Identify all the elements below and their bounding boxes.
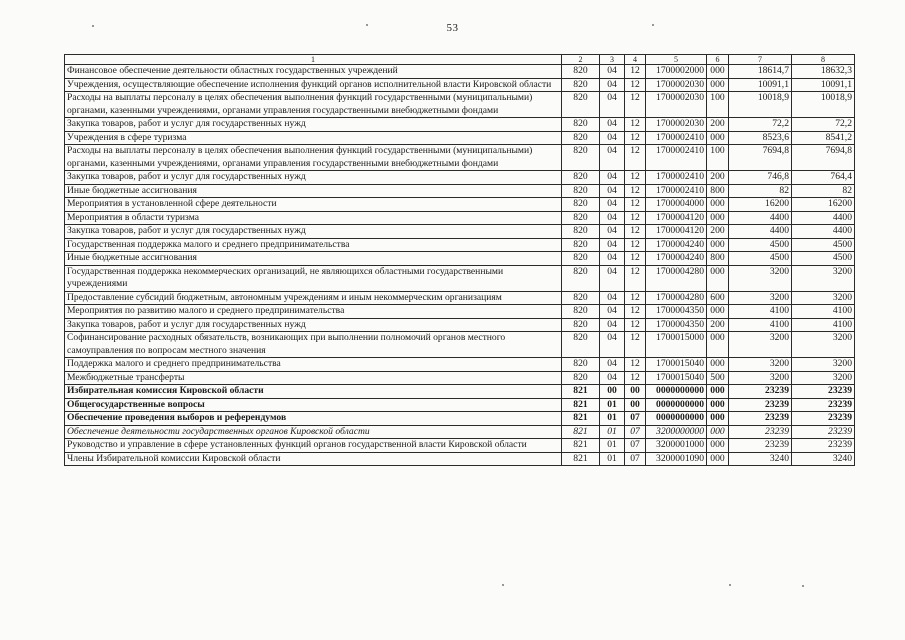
target-article-code: 3200001000 <box>646 439 707 453</box>
amount-year-1: 3200 <box>729 371 792 385</box>
ministry-code: 820 <box>562 252 600 266</box>
amount-year-1: 4400 <box>729 225 792 239</box>
expense-type-code: 000 <box>707 131 729 145</box>
subsection-code: 07 <box>625 439 646 453</box>
amount-year-2: 3200 <box>792 291 855 305</box>
expense-type-code: 000 <box>707 425 729 439</box>
amount-year-2: 764,4 <box>792 171 855 185</box>
amount-year-1: 746,8 <box>729 171 792 185</box>
table-body <box>65 55 855 466</box>
ministry-code: 820 <box>562 225 600 239</box>
table-row <box>65 78 855 92</box>
target-article-code: 1700002410 <box>646 145 707 171</box>
item-name: Обеспечение проведения выборов и референдумов <box>65 412 562 426</box>
amount-year-1: 23239 <box>729 439 792 453</box>
amount-year-1: 3200 <box>729 332 792 358</box>
table-row <box>65 198 855 212</box>
scan-speck <box>652 24 654 26</box>
item-name: Иные бюджетные ассигнования <box>65 184 562 198</box>
subsection-code: 12 <box>625 78 646 92</box>
ministry-code: 820 <box>562 238 600 252</box>
column-number: 2 <box>562 55 600 65</box>
subsection-code: 12 <box>625 145 646 171</box>
target-article-code: 1700002410 <box>646 184 707 198</box>
amount-year-2: 23239 <box>792 439 855 453</box>
expense-type-code: 500 <box>707 371 729 385</box>
subsection-code: 07 <box>625 412 646 426</box>
table-row <box>65 131 855 145</box>
target-article-code: 1700004120 <box>646 225 707 239</box>
amount-year-2: 4500 <box>792 252 855 266</box>
expense-type-code: 800 <box>707 184 729 198</box>
ministry-code: 821 <box>562 412 600 426</box>
section-code: 04 <box>600 265 625 291</box>
table-row <box>65 211 855 225</box>
subsection-code: 12 <box>625 291 646 305</box>
amount-year-1: 4500 <box>729 252 792 266</box>
table-row <box>65 305 855 319</box>
ministry-code: 820 <box>562 211 600 225</box>
item-name: Государственная поддержка некоммерческих организаций, не являющихся областными государственными учреждениями <box>65 265 562 291</box>
ministry-code: 821 <box>562 385 600 399</box>
section-code: 04 <box>600 332 625 358</box>
item-name: Государственная поддержка малого и среднего предпринимательства <box>65 238 562 252</box>
item-name: Руководство и управление в сфере установленных функций органов государственной власти Кировской области <box>65 439 562 453</box>
item-name: Общегосударственные вопросы <box>65 398 562 412</box>
ministry-code: 820 <box>562 318 600 332</box>
item-name: Учреждения в сфере туризма <box>65 131 562 145</box>
expense-type-code: 000 <box>707 385 729 399</box>
table-row <box>65 452 855 466</box>
column-number: 1 <box>65 55 562 65</box>
section-code: 04 <box>600 131 625 145</box>
amount-year-2: 16200 <box>792 198 855 212</box>
amount-year-1: 10018,9 <box>729 92 792 118</box>
section-code: 04 <box>600 291 625 305</box>
table-row <box>65 171 855 185</box>
table-row <box>65 145 855 171</box>
column-number-row <box>65 55 855 65</box>
target-article-code: 1700004280 <box>646 291 707 305</box>
item-name: Избирательная комиссия Кировской области <box>65 385 562 399</box>
amount-year-1: 72,2 <box>729 118 792 132</box>
item-name: Члены Избирательной комиссии Кировской области <box>65 452 562 466</box>
amount-year-2: 4100 <box>792 318 855 332</box>
subsection-code: 07 <box>625 452 646 466</box>
table-row <box>65 184 855 198</box>
table-row <box>65 332 855 358</box>
target-article-code: 1700002030 <box>646 78 707 92</box>
scan-speck <box>502 584 504 586</box>
item-name: Предоставление субсидий бюджетным, автономным учреждениям и иным некоммерческим организациям <box>65 291 562 305</box>
column-number: 7 <box>729 55 792 65</box>
table-row <box>65 385 855 399</box>
amount-year-2: 4400 <box>792 225 855 239</box>
table-row <box>65 92 855 118</box>
expense-type-code: 200 <box>707 318 729 332</box>
amount-year-2: 10018,9 <box>792 92 855 118</box>
ministry-code: 821 <box>562 398 600 412</box>
ministry-code: 820 <box>562 65 600 79</box>
subsection-code: 12 <box>625 332 646 358</box>
expense-type-code: 000 <box>707 211 729 225</box>
section-code: 00 <box>600 385 625 399</box>
amount-year-2: 72,2 <box>792 118 855 132</box>
subsection-code: 12 <box>625 198 646 212</box>
subsection-code: 12 <box>625 238 646 252</box>
amount-year-2: 4400 <box>792 211 855 225</box>
expense-type-code: 000 <box>707 65 729 79</box>
section-code: 04 <box>600 65 625 79</box>
amount-year-2: 3200 <box>792 371 855 385</box>
table-row <box>65 225 855 239</box>
item-name: Межбюджетные трансферты <box>65 371 562 385</box>
target-article-code: 1700004280 <box>646 265 707 291</box>
target-article-code: 3200001090 <box>646 452 707 466</box>
table-row <box>65 65 855 79</box>
scan-speck <box>729 584 731 586</box>
ministry-code: 821 <box>562 425 600 439</box>
ministry-code: 821 <box>562 439 600 453</box>
ministry-code: 820 <box>562 198 600 212</box>
amount-year-1: 3240 <box>729 452 792 466</box>
target-article-code: 0000000000 <box>646 398 707 412</box>
budget-table <box>64 54 855 466</box>
table-row <box>65 252 855 266</box>
ministry-code: 820 <box>562 78 600 92</box>
subsection-code: 00 <box>625 385 646 399</box>
expense-type-code: 800 <box>707 252 729 266</box>
target-article-code: 1700015040 <box>646 358 707 372</box>
table-row <box>65 371 855 385</box>
section-code: 04 <box>600 252 625 266</box>
target-article-code: 1700002410 <box>646 171 707 185</box>
amount-year-1: 4100 <box>729 318 792 332</box>
section-code: 04 <box>600 211 625 225</box>
amount-year-1: 7694,8 <box>729 145 792 171</box>
item-name: Поддержка малого и среднего предпринимательства <box>65 358 562 372</box>
table-row <box>65 439 855 453</box>
item-name: Расходы на выплаты персоналу в целях обеспечения выполнения функций государственными (муниципальными) органами, казенными учреждениями, органами управления государственными внебюджетными фондами <box>65 92 562 118</box>
subsection-code: 12 <box>625 305 646 319</box>
ministry-code: 820 <box>562 371 600 385</box>
amount-year-1: 16200 <box>729 198 792 212</box>
section-code: 01 <box>600 412 625 426</box>
ministry-code: 820 <box>562 171 600 185</box>
expense-type-code: 100 <box>707 145 729 171</box>
expense-type-code: 000 <box>707 439 729 453</box>
subsection-code: 12 <box>625 131 646 145</box>
amount-year-2: 8541,2 <box>792 131 855 145</box>
ministry-code: 820 <box>562 291 600 305</box>
amount-year-1: 8523,6 <box>729 131 792 145</box>
page-number: 53 <box>446 22 459 34</box>
ministry-code: 821 <box>562 452 600 466</box>
subsection-code: 12 <box>625 118 646 132</box>
subsection-code: 12 <box>625 92 646 118</box>
subsection-code: 12 <box>625 211 646 225</box>
expense-type-code: 000 <box>707 265 729 291</box>
ministry-code: 820 <box>562 184 600 198</box>
table-row <box>65 358 855 372</box>
section-code: 04 <box>600 371 625 385</box>
table-row <box>65 265 855 291</box>
scan-speck <box>92 25 94 27</box>
subsection-code: 07 <box>625 425 646 439</box>
item-name: Финансовое обеспечение деятельности областных государственных учреждений <box>65 65 562 79</box>
subsection-code: 12 <box>625 65 646 79</box>
target-article-code: 1700015040 <box>646 371 707 385</box>
amount-year-2: 23239 <box>792 398 855 412</box>
amount-year-2: 23239 <box>792 412 855 426</box>
item-name: Учреждения, осуществляющие обеспечение исполнения функций органов исполнительной власти Кировской области <box>65 78 562 92</box>
subsection-code: 12 <box>625 358 646 372</box>
amount-year-1: 3200 <box>729 358 792 372</box>
amount-year-1: 4400 <box>729 211 792 225</box>
expense-type-code: 000 <box>707 198 729 212</box>
target-article-code: 1700004240 <box>646 238 707 252</box>
target-article-code: 3200000000 <box>646 425 707 439</box>
amount-year-2: 3200 <box>792 332 855 358</box>
amount-year-2: 4500 <box>792 238 855 252</box>
scan-speck <box>366 24 368 26</box>
section-code: 04 <box>600 198 625 212</box>
expense-type-code: 200 <box>707 225 729 239</box>
target-article-code: 1700004120 <box>646 211 707 225</box>
amount-year-2: 23239 <box>792 425 855 439</box>
expense-type-code: 100 <box>707 92 729 118</box>
section-code: 04 <box>600 92 625 118</box>
target-article-code: 1700004350 <box>646 318 707 332</box>
item-name: Закупка товаров, работ и услуг для государственных нужд <box>65 171 562 185</box>
column-number: 4 <box>625 55 646 65</box>
target-article-code: 1700004350 <box>646 305 707 319</box>
subsection-code: 12 <box>625 171 646 185</box>
item-name: Иные бюджетные ассигнования <box>65 252 562 266</box>
ministry-code: 820 <box>562 118 600 132</box>
item-name: Мероприятия в области туризма <box>65 211 562 225</box>
table-row <box>65 238 855 252</box>
item-name: Расходы на выплаты персоналу в целях обеспечения выполнения функций государственными (муниципальными) органами, казенными учреждениями, органами управления государственными внебюджетными фондами <box>65 145 562 171</box>
section-code: 04 <box>600 225 625 239</box>
section-code: 01 <box>600 439 625 453</box>
subsection-code: 12 <box>625 225 646 239</box>
target-article-code: 1700015000 <box>646 332 707 358</box>
amount-year-2: 3200 <box>792 358 855 372</box>
expense-type-code: 000 <box>707 305 729 319</box>
amount-year-2: 18632,3 <box>792 65 855 79</box>
expense-type-code: 000 <box>707 412 729 426</box>
section-code: 04 <box>600 145 625 171</box>
subsection-code: 12 <box>625 318 646 332</box>
expense-type-code: 200 <box>707 118 729 132</box>
section-code: 04 <box>600 184 625 198</box>
expense-type-code: 200 <box>707 171 729 185</box>
subsection-code: 12 <box>625 252 646 266</box>
section-code: 04 <box>600 118 625 132</box>
subsection-code: 12 <box>625 265 646 291</box>
target-article-code: 1700004240 <box>646 252 707 266</box>
amount-year-1: 23239 <box>729 398 792 412</box>
item-name: Закупка товаров, работ и услуг для государственных нужд <box>65 318 562 332</box>
ministry-code: 820 <box>562 265 600 291</box>
section-code: 04 <box>600 238 625 252</box>
subsection-code: 12 <box>625 184 646 198</box>
section-code: 01 <box>600 398 625 412</box>
column-number: 6 <box>707 55 729 65</box>
amount-year-2: 23239 <box>792 385 855 399</box>
amount-year-1: 23239 <box>729 425 792 439</box>
ministry-code: 820 <box>562 358 600 372</box>
column-number: 3 <box>600 55 625 65</box>
target-article-code: 0000000000 <box>646 385 707 399</box>
amount-year-1: 23239 <box>729 385 792 399</box>
target-article-code: 0000000000 <box>646 412 707 426</box>
expense-type-code: 000 <box>707 452 729 466</box>
amount-year-1: 3200 <box>729 265 792 291</box>
amount-year-1: 82 <box>729 184 792 198</box>
ministry-code: 820 <box>562 332 600 358</box>
amount-year-1: 4100 <box>729 305 792 319</box>
expense-type-code: 000 <box>707 398 729 412</box>
target-article-code: 1700002000 <box>646 65 707 79</box>
item-name: Обеспечение деятельности государственных органов Кировской области <box>65 425 562 439</box>
amount-year-2: 10091,1 <box>792 78 855 92</box>
amount-year-1: 4500 <box>729 238 792 252</box>
item-name: Закупка товаров, работ и услуг для государственных нужд <box>65 225 562 239</box>
target-article-code: 1700002030 <box>646 92 707 118</box>
section-code: 04 <box>600 318 625 332</box>
item-name: Закупка товаров, работ и услуг для государственных нужд <box>65 118 562 132</box>
amount-year-1: 3200 <box>729 291 792 305</box>
amount-year-2: 3200 <box>792 265 855 291</box>
section-code: 01 <box>600 425 625 439</box>
amount-year-2: 3240 <box>792 452 855 466</box>
subsection-code: 12 <box>625 371 646 385</box>
ministry-code: 820 <box>562 131 600 145</box>
section-code: 01 <box>600 452 625 466</box>
table-row <box>65 118 855 132</box>
amount-year-1: 18614,7 <box>729 65 792 79</box>
expense-type-code: 000 <box>707 332 729 358</box>
amount-year-2: 7694,8 <box>792 145 855 171</box>
target-article-code: 1700002030 <box>646 118 707 132</box>
subsection-code: 00 <box>625 398 646 412</box>
expense-type-code: 600 <box>707 291 729 305</box>
section-code: 04 <box>600 358 625 372</box>
expense-type-code: 000 <box>707 358 729 372</box>
target-article-code: 1700004000 <box>646 198 707 212</box>
table-row <box>65 398 855 412</box>
amount-year-1: 23239 <box>729 412 792 426</box>
item-name: Мероприятия в установленной сфере деятельности <box>65 198 562 212</box>
table-row <box>65 412 855 426</box>
table-row <box>65 291 855 305</box>
item-name: Софинансирование расходных обязательств, возникающих при выполнении полномочий органов местного самоуправления по вопросам местного значения <box>65 332 562 358</box>
amount-year-2: 4100 <box>792 305 855 319</box>
section-code: 04 <box>600 171 625 185</box>
amount-year-1: 10091,1 <box>729 78 792 92</box>
target-article-code: 1700002410 <box>646 131 707 145</box>
section-code: 04 <box>600 78 625 92</box>
section-code: 04 <box>600 305 625 319</box>
expense-type-code: 000 <box>707 78 729 92</box>
expense-type-code: 000 <box>707 238 729 252</box>
amount-year-2: 82 <box>792 184 855 198</box>
ministry-code: 820 <box>562 92 600 118</box>
item-name: Мероприятия по развитию малого и среднего предпринимательства <box>65 305 562 319</box>
table-row <box>65 425 855 439</box>
ministry-code: 820 <box>562 305 600 319</box>
table-row <box>65 318 855 332</box>
column-number: 5 <box>646 55 707 65</box>
scan-speck <box>802 585 804 587</box>
ministry-code: 820 <box>562 145 600 171</box>
column-number: 8 <box>792 55 855 65</box>
